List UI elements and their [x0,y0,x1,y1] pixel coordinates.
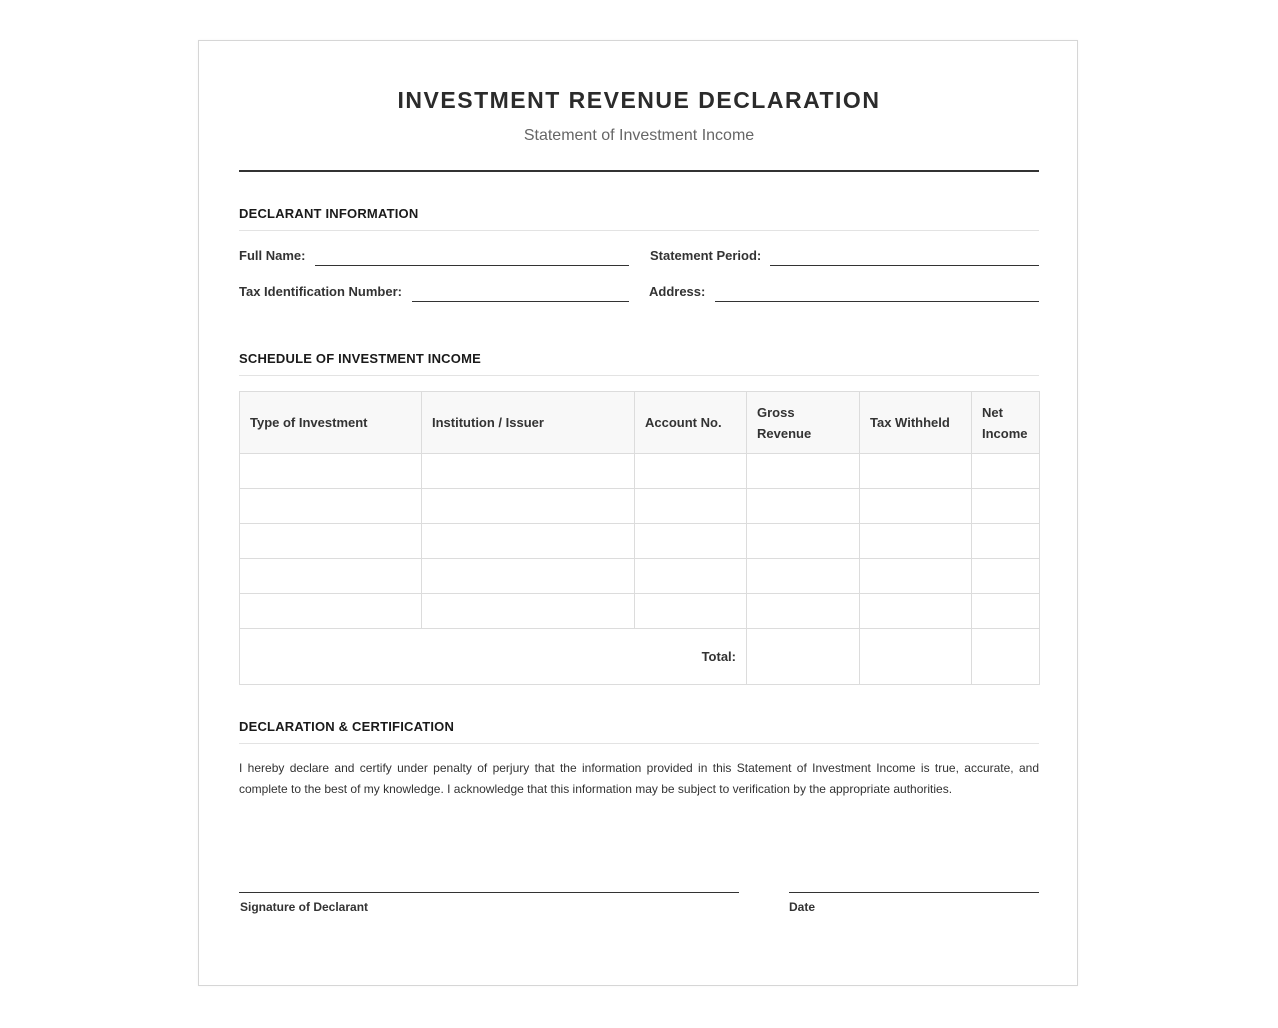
table-cell[interactable] [972,559,1040,594]
table-cell[interactable] [860,559,972,594]
column-header: Type of Investment [240,392,422,454]
table-cell[interactable] [972,454,1040,489]
table-header-row [240,392,1040,454]
table-cell[interactable] [747,489,860,524]
table-cell[interactable] [747,524,860,559]
total-label: Total: [240,629,747,685]
table-cell[interactable] [422,524,635,559]
full-name-label: Full Name: [239,248,306,263]
form-subtitle: Statement of Investment Income [523,127,755,144]
column-header: Net Income [972,392,1040,454]
total-gross-revenue-cell[interactable] [747,629,860,685]
total-row [240,629,1040,685]
investment-income-table [239,391,1040,685]
schedule-section-title: SCHEDULE OF INVESTMENT INCOME [239,351,1039,376]
table-cell[interactable] [240,489,422,524]
table-row [240,524,1040,559]
column-header: Institution / Issuer [422,392,635,454]
signature-line[interactable] [239,892,739,893]
table-cell[interactable] [635,489,747,524]
column-header: Account No. [635,392,747,454]
certification-section-title: DECLARATION & CERTIFICATION [239,719,1039,744]
table-cell[interactable] [422,594,635,629]
title-divider [239,170,1039,172]
address-label: Address: [649,284,706,299]
tax-id-field[interactable] [412,301,629,302]
certification-text: I hereby declare and certify under penalty of perjury that the information provided in this Statement of Investment Income is true, accurate, and complete to the best of my knowledge. I acknowledge that this information may be subject to verification by the appropriate authorities. [239,761,1039,796]
table-cell[interactable] [747,559,860,594]
statement-period-label: Statement Period: [650,248,762,263]
table-cell[interactable] [422,559,635,594]
table-cell[interactable] [635,559,747,594]
signature-label: Signature of Declarant [240,900,369,914]
column-header: Gross Revenue [747,392,860,454]
total-tax-withheld-cell[interactable] [860,629,972,685]
table-cell[interactable] [972,524,1040,559]
table-cell[interactable] [635,524,747,559]
table-cell[interactable] [422,454,635,489]
table-row [240,559,1040,594]
declaration-form-page [198,40,1078,986]
full-name-field[interactable] [315,265,629,266]
declarant-section-title: DECLARANT INFORMATION [239,206,1039,231]
table-cell[interactable] [860,454,972,489]
date-line[interactable] [789,892,1039,893]
table-cell[interactable] [747,594,860,629]
table-cell[interactable] [240,559,422,594]
tax-id-label: Tax Identification Number: [239,284,402,299]
table-cell[interactable] [860,524,972,559]
statement-period-field[interactable] [770,265,1039,266]
table-cell[interactable] [240,524,422,559]
form-title: INVESTMENT REVENUE DECLARATION [397,87,881,113]
date-label: Date [789,900,816,914]
table-cell[interactable] [635,454,747,489]
table-cell[interactable] [240,594,422,629]
table-cell[interactable] [422,489,635,524]
table-cell[interactable] [860,489,972,524]
table-cell[interactable] [860,594,972,629]
table-cell[interactable] [747,454,860,489]
table-cell[interactable] [635,594,747,629]
column-header: Tax Withheld [860,392,972,454]
table-cell[interactable] [972,594,1040,629]
table-cell[interactable] [240,454,422,489]
table-row [240,454,1040,489]
table-cell[interactable] [972,489,1040,524]
table-row [240,594,1040,629]
table-row [240,489,1040,524]
address-field[interactable] [715,301,1039,302]
total-net-income-cell[interactable] [972,629,1040,685]
